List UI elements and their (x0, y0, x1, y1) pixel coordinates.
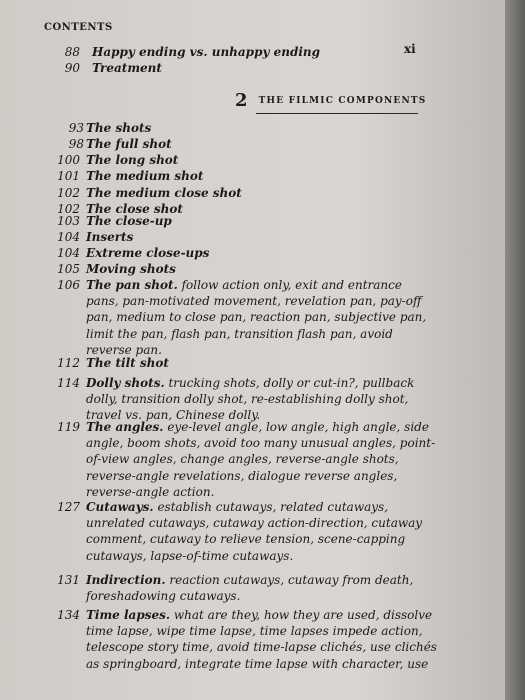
toc-page-number: 100 (57, 153, 80, 167)
page-number: xi (404, 42, 416, 56)
toc-page-number: 104 (57, 246, 80, 260)
toc-entry-title: The medium shot (86, 169, 204, 183)
toc-entry-description: trucking shots, dolly or cut-in?, pullback dolly, transition dolly shot, re-establishing dolly shot, travel vs. pan, Chinese dolly. (86, 376, 415, 423)
toc-entry-title: Indirection. (86, 573, 166, 587)
toc-entry-title: Cutaways. (86, 500, 154, 514)
toc-page-number: 105 (57, 262, 80, 276)
toc-entry-title: The shots (86, 121, 152, 135)
toc-entry-description: reaction cutaways, cutaway from death, foreshadowing cutaways. (86, 573, 414, 604)
toc-entry-description: establish cutaways, related cutaways, unrelated cutaways, cutaway action-direction, cutaway comment, cutaway to relieve tension, scene-capping cutaways, lapse-of-time cutaways. (86, 500, 423, 563)
toc-entry-description: what are they, how they are used, dissolve time lapse, wipe time lapse, time lapses impede action, telescope story time, avoid time-lapse clichés, use clichés as springboard, integrate time lapse with character, use (86, 608, 437, 671)
toc-page-number: 102 (57, 202, 80, 216)
toc-entry-title: The close-up (86, 214, 172, 228)
toc-entry-title: Moving shots (86, 262, 176, 276)
toc-entry-text (86, 213, 438, 229)
toc-entry-text (86, 168, 438, 184)
toc-entry-title: The angles. (86, 420, 164, 434)
toc-entry-text (86, 499, 438, 564)
section-rule (256, 113, 418, 114)
toc-entry-text (86, 229, 438, 245)
toc-page-number: 102 (57, 186, 80, 200)
toc-entry-text (92, 60, 472, 76)
book-gutter-edge (505, 0, 525, 700)
toc-entry-title: Extreme close-ups (86, 246, 210, 260)
toc-entry-text (86, 245, 438, 261)
toc-entry-text (86, 120, 438, 136)
toc-entry-text (86, 355, 438, 371)
toc-page-number: 98 (68, 137, 84, 151)
toc-entry-title: The full shot (86, 137, 172, 151)
toc-entry-title: Happy ending vs. unhappy ending (92, 45, 321, 59)
toc-entry-text (86, 261, 438, 277)
toc-page-number: 119 (57, 420, 80, 434)
toc-entry-title: Time lapses. (86, 608, 171, 622)
running-head: CONTENTS (44, 22, 113, 33)
toc-entry-text (86, 607, 438, 672)
toc-entry-title: The long shot (86, 153, 179, 167)
toc-page-number: 103 (57, 214, 80, 228)
toc-entry-text (86, 185, 438, 201)
toc-entry-title: Inserts (86, 230, 134, 244)
toc-entry-text (86, 152, 438, 168)
toc-entry-text (86, 419, 438, 500)
section-heading (235, 90, 427, 111)
toc-page-number: 104 (57, 230, 80, 244)
toc-entry-title: Treatment (92, 61, 162, 75)
toc-page-number: 93 (68, 121, 84, 135)
toc-entry-text (92, 44, 472, 60)
toc-entry-description: follow action only, exit and entrance pans, pan-motivated movement, revelation pan, pay-off pan, medium to close pan, reaction pan, subjective pan, limit the pan, flash pan, transition flash pan, avoid reverse pan. (86, 278, 427, 357)
toc-entry-title: Dolly shots. (86, 376, 165, 390)
toc-page-number: 101 (57, 169, 80, 183)
toc-page-number: 134 (57, 608, 80, 622)
toc-entry-text (86, 277, 438, 358)
toc-entry-text (86, 375, 438, 424)
toc-entry-description: eye-level angle, low angle, high angle, side angle, boom shots, avoid too many unusual angles, point-of-view angles, change angles, reverse-angle shots, reverse-angle revelations, dialogue reverse angles, reverse-angle action. (86, 420, 436, 499)
section-title: THE FILMIC COMPONENTS (258, 95, 427, 106)
toc-page-number: 88 (64, 45, 80, 59)
toc-page-number: 112 (57, 356, 80, 370)
toc-entry-text (86, 572, 438, 604)
toc-entry-title: The close shot (86, 202, 183, 216)
toc-page-number: 90 (64, 61, 80, 75)
toc-entry-title: The medium close shot (86, 186, 242, 200)
toc-entry-title: The tilt shot (86, 356, 169, 370)
toc-page-number: 127 (57, 500, 80, 514)
toc-page-number: 106 (57, 278, 80, 292)
toc-entry-text (86, 136, 438, 152)
toc-entry-title: The pan shot. (86, 278, 178, 292)
toc-page-number: 114 (57, 376, 80, 390)
section-number: 2 (235, 90, 248, 111)
toc-page-number: 131 (57, 573, 80, 587)
